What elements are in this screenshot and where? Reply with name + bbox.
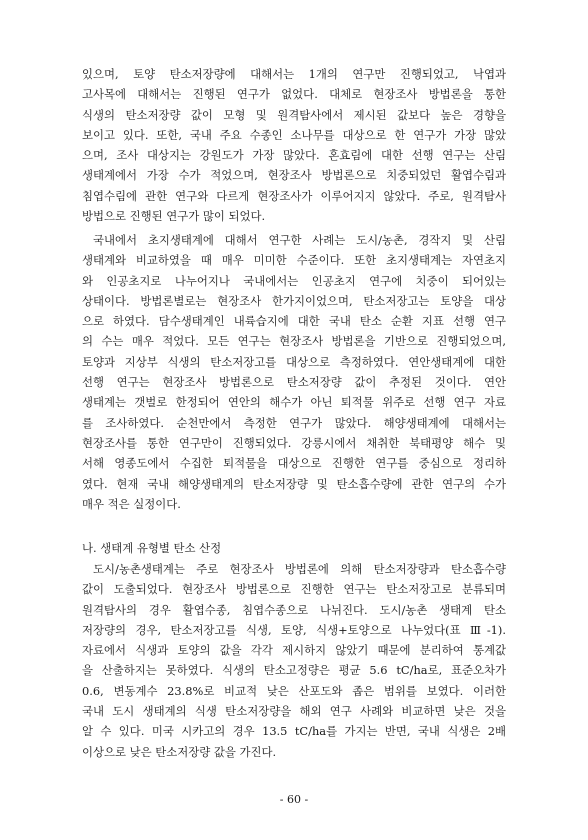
text-line: 생태계는 갯벌로 한정되어 연안의 해수가 아닌 퇴적물 위주로 선행 연구 자료 [82,395,506,410]
text-line: 고사목에 대해서는 진행된 연구가 없었다. 대체로 현장조사 방법론을 통한 [82,87,506,102]
text-line: 이상으로 낮은 탄소저장량 값을 가진다. [82,744,277,759]
page-number: - 60 - [279,793,309,806]
text-line: 방법으로 진행된 연구가 많이 되었다. [82,209,266,224]
text-line: 을 산출하지는 못하였다. 식생의 탄소고정량은 평균 5.6 tC/ha로, 표준오차가 [82,663,506,678]
text-line: 서해 영종도에서 수집한 퇴적물을 대상으로 진행한 연구를 중심으로 정리하 [82,456,506,471]
text-line: 식생의 탄소저장량 값이 모형 및 원격탐사에서 제시된 값보다 높은 경향을 [82,107,506,122]
text-line: 도시/농촌생태계는 주로 현장조사 방법론에 의해 탄소저장량과 탄소흡수량 [93,562,506,576]
text-line: 토양과 지상부 식생의 탄소저장고를 대상으로 측정하였다. 연안생태계에 대한 [82,354,506,369]
text-line: 현장조사를 통한 연구만이 진행되었다. 강릉시에서 채취한 북태평양 해수 및 [82,435,506,450]
text-line: 를 조사하였다. 순천만에서 측정한 연구가 많았다. 해양생태계에 대해서는 [82,415,506,430]
text-line: 으며, 조사 대상지는 강원도가 가장 많았다. 혼효림에 대한 선행 연구는 산림 [82,148,506,163]
text-line: 의 수는 매우 적었다. 모든 연구는 현장조사 방법론을 기반으로 진행되었으며, [82,334,506,349]
text-line: 생태계와 비교하였을 때 매우 미미한 수준이다. 또한 초지생태계는 자연초지 [82,253,506,268]
text-line: 저장량의 경우, 탄소저장고를 식생, 토양, 식생+토양으로 나누었다(표 Ⅲ-1). [82,622,506,637]
text-line: 와 인공초지로 나누어지나 국내에서는 인공초지 연구에 치중이 되어있는 [82,273,506,288]
text-line: 알 수 있다. 미국 시카고의 경우 13.5 tC/ha를 가지는 반면, 국내 식생은 2배 [82,724,506,739]
text-line: 선행 연구는 현장조사 방법론으로 탄소저장량 값이 추정된 것이다. 연안 [82,375,506,390]
section-heading: 나. 생태계 유형별 탄소 산정 [82,541,222,555]
text-line: 상태이다. 방법론별로는 현장조사 한가지이었으며, 탄소저장고는 토양을 대상 [82,293,506,308]
text-line: 보이고 있다. 또한, 국내 주요 수종인 소나무를 대상으로 한 연구가 가장 많았 [82,127,506,142]
text-line: 생태계에서 가장 수가 적었으며, 현장조사 방법론으로 치중되었던 활엽수림과 [82,168,506,183]
paragraph-1 [82,64,506,226]
text-line: 침엽수림에 관한 연구와 다르게 현장조사가 이루어지지 않았다. 주로, 원격탐사 [82,188,506,203]
text-line: 0.6, 변동계수 23.8%로 비교적 낮은 산포도와 좁은 범위를 보였다. 이러한 [82,683,506,698]
text-line: 국내 도시 생태계의 식생 탄소저장량을 해외 연구 사례와 비교하면 낮은 것을 [82,704,506,719]
paragraph-3 [82,559,506,762]
paragraph-2 [82,230,506,514]
text-line: 였다. 현재 국내 해양생태계의 탄소저장량 및 탄소흡수량에 관한 연구의 수가 [82,476,506,491]
text-line: 있으며, 토양 탄소저장량에 대해서는 1개의 연구만 진행되었고, 낙엽과 [82,67,506,81]
text-line: 자료에서 식생과 토양의 값을 각각 제시하지 않았기 때문에 분리하여 통계값 [82,643,506,658]
text-line: 국내에서 초지생태계에 대해서 연구한 사례는 도시/농촌, 경작지 및 산림 [93,233,506,247]
text-line: 값이 도출되었다. 현장조사 방법론으로 진행한 연구는 탄소저장고로 분류되며 [82,582,506,597]
text-line: 으로 하였다. 담수생태계인 내륙습지에 대한 국내 탄소 순환 지표 선행 연구 [82,314,506,329]
text-line: 원격탐사의 경우 활엽수종, 침엽수종으로 나뉘진다. 도시/농촌 생태계 탄소 [82,602,506,617]
text-line: 매우 적은 실정이다. [82,496,181,511]
